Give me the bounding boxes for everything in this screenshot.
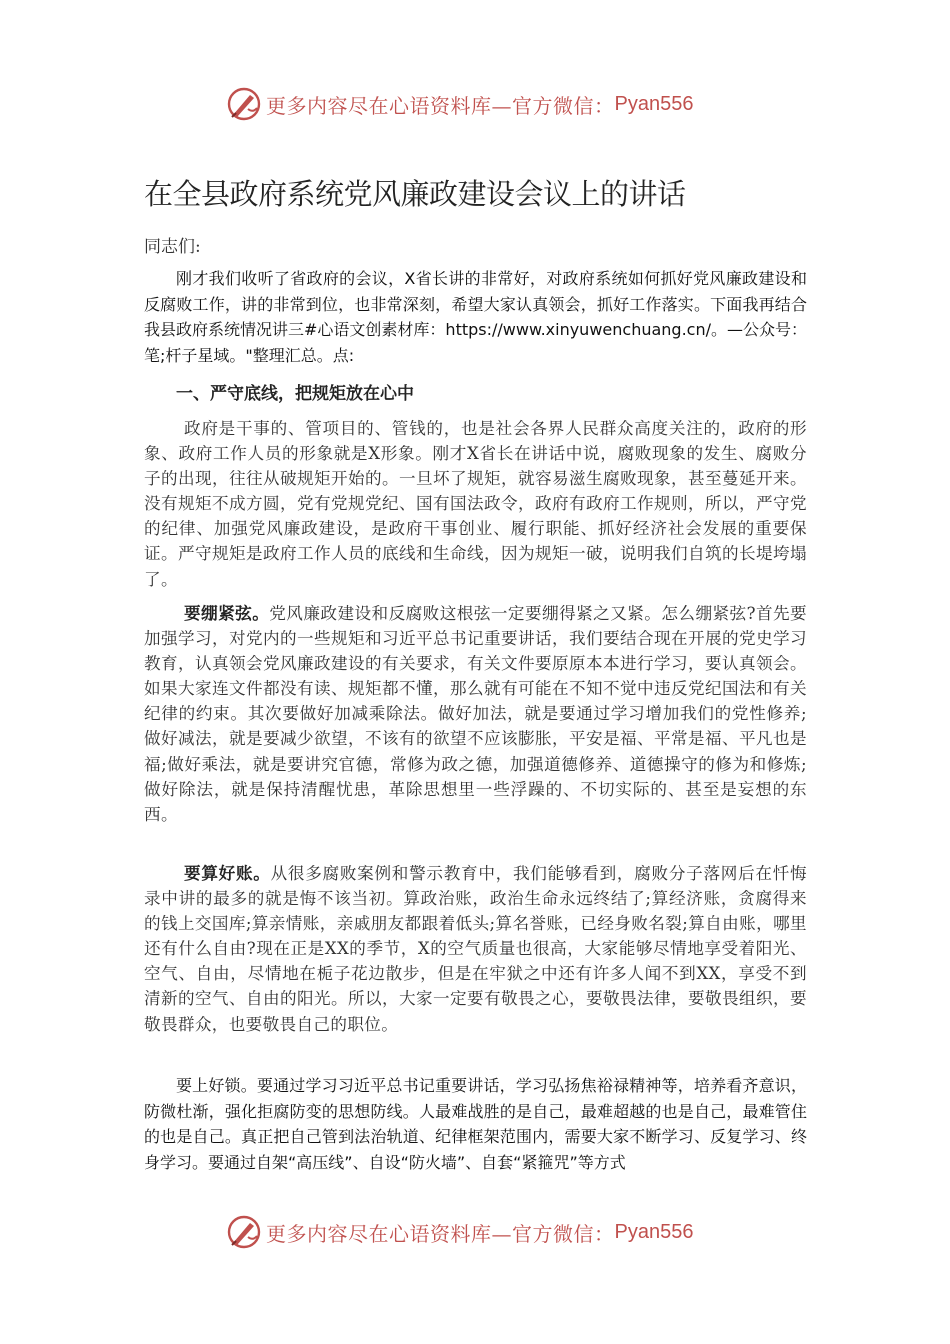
banner-text: 更多内容尽在心语资料库—官方微信：: [266, 1221, 615, 1246]
bottom-banner: [226, 1212, 693, 1252]
paragraph-3: [144, 861, 807, 1037]
paragraph-2: [144, 601, 807, 827]
pen-logo-icon: [226, 1214, 262, 1250]
document-title: 在全县政府系统党风廉政建设会议上的讲话: [144, 177, 686, 211]
paragraph-1: 政府是干事的、管项目的、管钱的，也是社会各界人民群众高度关注的，政府的形象、政府工作人员的形象就是X形象。刚才X省长在讲话中说，腐败现象的发生、腐败分子的出现，往往从破规矩开始的。一旦坏了规矩，就容易滋生腐败现象，甚至蔓延开来。没有规矩不成方圆，党有党规党纪、国有国法政令，政府有政府工作规则，所以，严守党的纪律、加强党风廉政建设，是政府干事创业、履行职能、抓好经济社会发展的重要保证。严守规矩是政府工作人员的底线和生命线，因为规矩一破，说明我们自筑的长堤垮塌了。: [144, 419, 807, 589]
section-heading: 一、严守底线，把规矩放在心中: [176, 384, 414, 404]
paragraph-2-body: 党风廉政建设和反腐败这根弦一定要绷得紧之又紧。怎么绷紧弦?首先要加强学习，对党内的一些规矩和习近平总书记重要讲话，我们要结合现在开展的党史学习教育，认真领会党风廉政建设的有关要求，有关文件要原原本本进行学习，要认真领会。如果大家连文件都没有读、规矩都不懂，那么就有可能在不知不觉中违反党纪国法和有关纪律的约束。其次要做好加减乘除法。做好加法，就是要通过学习增加我们的党性修养;做好减法，就是要减少欲望，不该有的欲望不应该膨胀，平安是福、平常是福、平凡也是福;做好乘法，就是要讲究官德，常修为政之德，加强道德修养、道德操守的修为和修炼;做好除法，就是保持清醒忧患，革除思想里一些浮躁的、不切实际的、甚至是妄想的东西。: [144, 604, 807, 824]
greeting: 同志们:: [144, 237, 201, 257]
paragraph-2-lead: 要绷紧弦。: [184, 603, 270, 623]
paragraph-4: 要上好锁。要通过学习习近平总书记重要讲话，学习弘扬焦裕禄精神等，培养看齐意识，防微杜渐，强化拒腐防变的思想防线。人最难战胜的是自己，最难超越的也是自己，最难管住的也是自己。真正把自己管到法治轨道、纪律框架范围内，需要大家不断学习、反复学习、终身学习。要通过自架“高压线”、自设“防火墙”、自套“紧箍咒”等方式: [144, 1076, 807, 1172]
banner-text: 更多内容尽在心语资料库—官方微信：: [266, 93, 615, 118]
intro-paragraph: 刚才我们收听了省政府的会议，X省长讲的非常好，对政府系统如何抓好党风廉政建设和反腐败工作，讲的非常到位，也非常深刻，希望大家认真领会，抓好工作落实。下面我再结合我县政府系统情况讲三#心语文创素材库：https://www.xinyuwenchuang.cn/。—公众号：笔;杆子星域。"整理汇总。点:: [144, 269, 807, 365]
banner-wechat-id: Pyan556: [614, 1220, 694, 1243]
paragraph-3-body: 从很多腐败案例和警示教育中，我们能够看到，腐败分子落网后在忏悔录中讲的最多的就是悔不该当初。算政治账，政治生命永远终结了;算经济账，贪腐得来的钱上交国库;算亲情账，亲戚朋友都跟着低头;算名誉账，已经身败名裂;算自由账，哪里还有什么自由?现在正是XX的季节，X的空气质量也很高，大家能够尽情地享受着阳光、空气、自由，尽情地在栀子花边散步，但是在牢狱之中还有许多人闻不到XX，享受不到清新的空气、自由的阳光。所以，大家一定要有敬畏之心，要敬畏法律，要敬畏组织，要敬畏群众，也要敬畏自己的职位。: [144, 864, 807, 1034]
paragraph-3-lead: 要算好账。: [184, 863, 271, 883]
banner-wechat-id: Pyan556: [614, 92, 694, 115]
top-banner: [226, 84, 693, 124]
pen-logo-icon: [226, 86, 262, 122]
